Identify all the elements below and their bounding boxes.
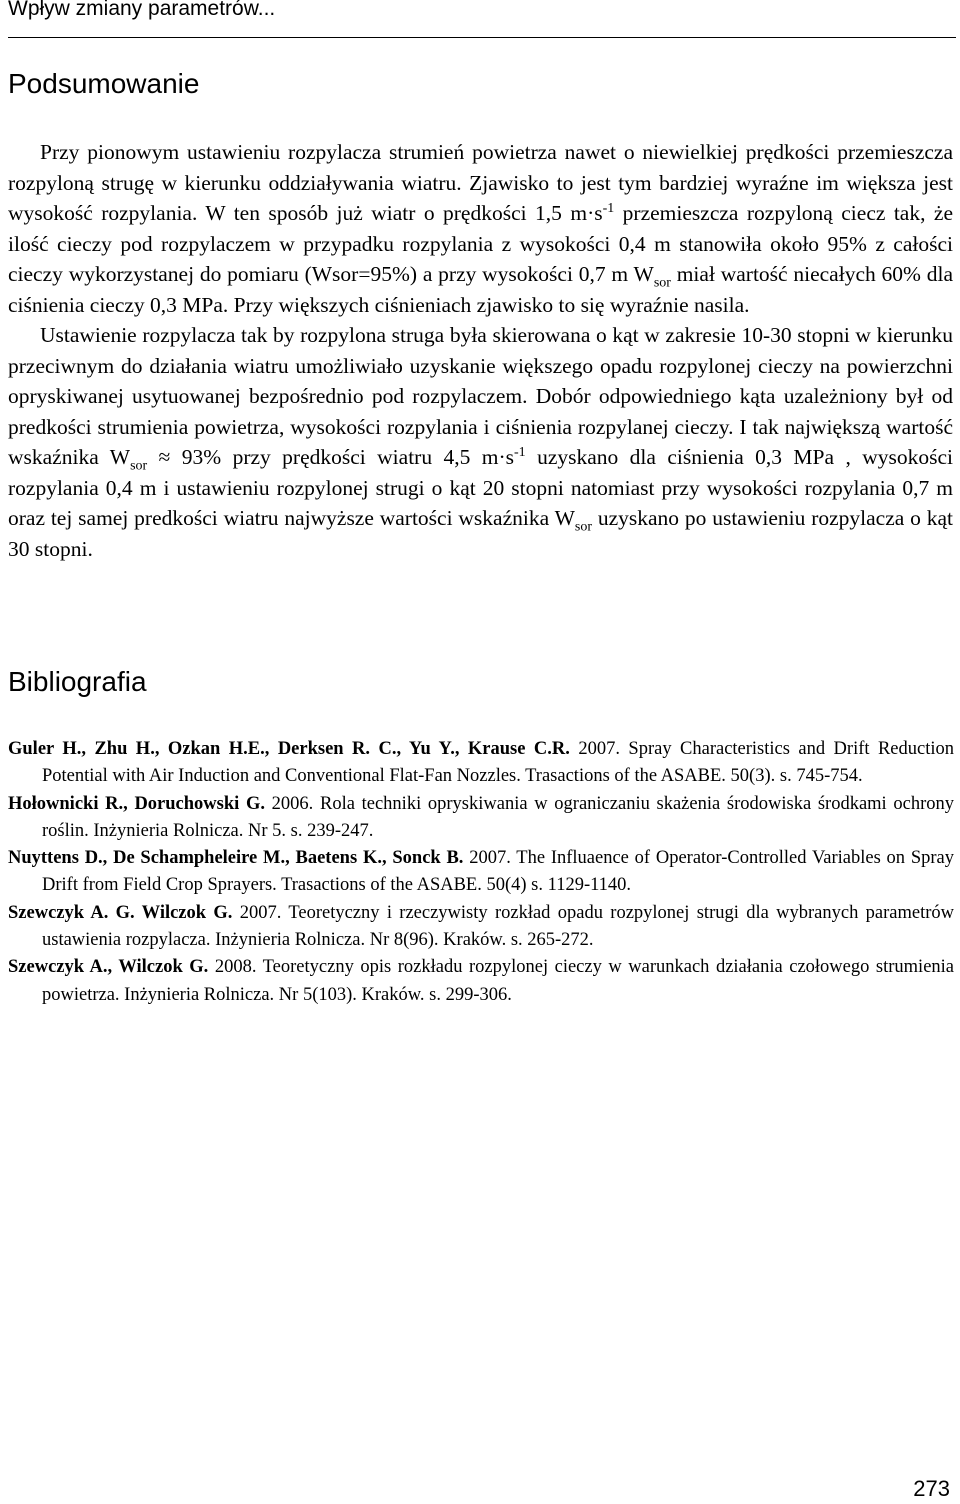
reference-item	[8, 791, 954, 846]
reference-item	[8, 736, 954, 791]
summary-body	[8, 137, 953, 564]
reference-item	[8, 900, 954, 955]
reference-details: 2008. Teoretyczny opis rozkładu rozpylonej cieczy w warunkach działania czołowego strumienia powietrza. Inżynieria Rolnicza. Nr 5(103). Kraków. s. 299-306.	[42, 957, 955, 1005]
reference-details: 2007. The Influaence of Operator-Controlled Variables on Spray Drift from Field Crop Sprayers. Trasactions of the ASABE. 50(4) s. 1129-1140.	[42, 848, 954, 896]
reference-authors: Guler H., Zhu H., Ozkan H.E., Derksen R. C., Yu Y., Krause C.R.	[8, 739, 570, 759]
reference-authors: Szewczyk A. G. Wilczok G.	[8, 902, 233, 923]
reference-authors: Hołownicki R., Doruchowski G.	[8, 793, 265, 814]
reference-details: 2007. Spray Characteristics and Drift Reduction Potential with Air Induction and Conventional Flat-Fan Nozzles. Trasactions of the ASABE. 50(3). s. 745-754.	[42, 739, 954, 787]
running-head: Wpływ zmiany parametrów...	[8, 0, 276, 20]
reference-details: 2006. Rola techniki opryskiwania w ograniczaniu skażenia środowiska środkami ochrony roślin. Inżynieria Rolnicza. Nr 5. s. 239-247.	[42, 793, 955, 841]
section-title-bibliography: Bibliografia	[8, 666, 147, 697]
summary-paragraph-2: Ustawienie rozpylacza tak by rozpylona struga była skierowana o kąt w zakresie 10-30 stopni w kierunku przeciwnym do działania wiatru umożliwiało uzyskanie większego opadu rozpylonej cieczy na powierzchni opryskiwanej usytuowanej bezpośrednio pod rozpylaczem. Dobór odpowiedniego kąta uzależniony był od predkości strumienia powietrza, wysokości rozpylania i ciśnienia rozpylanej cieczy. I tak największą wartość wskaźnika $W_{sor} \approx 93\%$ przy prędkości wiatru 4,5 $m\cdot s^{-1}$ uzyskano dla ciśnienia 0,3 MPa , wysokości rozpylania 0,4 m i ustawieniu rozpylonej strugi o kąt 20 stopni natomiast przy wysokości rozpylania 0,7 m oraz tej samej predkości wiatru najwyższe wartości wskaźnika $W_{sor}$ uzyskano po ustawieniu rozpylacza o kąt 30 stopni.	[8, 323, 953, 561]
bibliography-list	[8, 736, 954, 1009]
reference-item	[8, 845, 954, 900]
reference-authors: Nuyttens D., De Schampheleire M., Baetens K., Sonck B.	[8, 848, 464, 869]
header-rule	[8, 37, 956, 38]
reference-details: 2007. Teoretyczny i rzeczywisty rozkład opadu rozpylonej strugi dla wybranych parametrów ustawienia rozpylacza. Inżynieria Rolnicza. Nr 8(96). Kraków. s. 265-272.	[42, 902, 954, 951]
summary-paragraph-1: Przy pionowym ustawieniu rozpylacza strumień powietrza nawet o niewielkiej prędkości przemieszcza rozpyloną strugę w kierunku oddziaływania wiatru. Zjawisko to jest tym bardziej wyraźne im większa jest wysokość rozpylania. W ten sposób już wiatr o prędkości 1,5 $m\cdot s^{-1}$ przemieszcza rozpyloną ciecz tak, że ilość cieczy pod rozpylaczem w przypadku rozpylania z wysokości 0,4 m stanowiła około 95% z całości cieczy wykorzystanej do pomiaru (Wsor=95%) a przy wysokości 0,7 m $W_{sor}$ miał wartość niecałych 60% dla ciśnienia cieczy 0,3 MPa. Przy większych ciśnieniach zjawisko to się wyraźnie nasila.	[8, 140, 953, 317]
page-number: 273	[913, 1476, 950, 1501]
reference-item	[8, 954, 954, 1009]
section-title-summary: Podsumowanie	[8, 68, 200, 99]
reference-authors: Szewczyk A., Wilczok G.	[8, 957, 209, 978]
